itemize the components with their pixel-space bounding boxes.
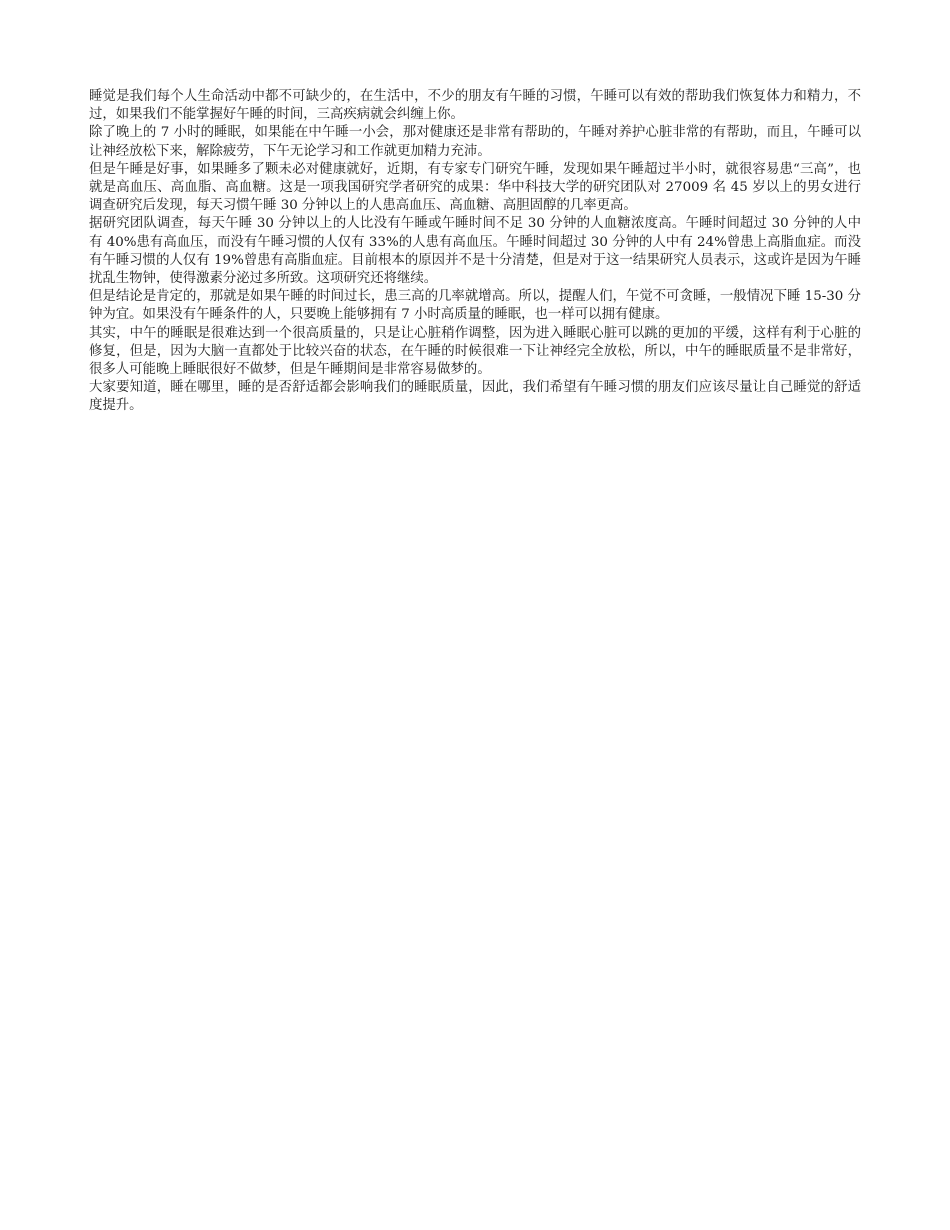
paragraph-conclusion: 但是结论是肯定的，那就是如果午睡的时间过长，患三高的几率就增高。所以，提醒人们，午觉不可贪睡，一般情况下睡 15-30 分钟为宜。如果没有午睡条件的人，只要晚上能够拥有 7 小时高质量的睡眠，也一样可以拥有健康。 <box>89 289 861 323</box>
paragraph-statistics: 据研究团队调查，每天午睡 30 分钟以上的人比没有午睡或午睡时间不足 30 分钟的人血糖浓度高。午睡时间超过 30 分钟的人中有 40%患有高血压，而没有午睡习惯的人仅有 33%的人患有高血压。午睡时间超过 30 分钟的人中有 24%曾患上高脂血症。而没有午睡习惯的人仅有 19%曾患有高脂血症。目前根本的原因并不是十分清楚，但是对于这一结果研究人员表示，这或许是因为午睡扰乱生物钟，使得激素分泌过多所致。这项研究还将继续。 <box>89 216 861 287</box>
document-body <box>89 88 861 416</box>
paragraph-intro: 睡觉是我们每个人生命活动中都不可缺少的，在生活中，不少的朋友有午睡的习惯，午睡可以有效的帮助我们恢复体力和精力，不过，如果我们不能掌握好午睡的时间，三高疾病就会纠缠上你。 <box>89 89 861 123</box>
paragraph-benefits: 除了晚上的 7 小时的睡眠，如果能在中午睡一小会，那对健康还是非常有帮助的，午睡对养护心脏非常的有帮助，而且，午睡可以让神经放松下来，解除疲劳，下午无论学习和工作就更加精力充沛。 <box>89 125 861 159</box>
paragraph-risk-study: 但是午睡是好事，如果睡多了颗未必对健康就好，近期，有专家专门研究午睡，发现如果午睡超过半小时，就很容易患“三高”，也就是高血压、高血脂、高血糖。这是一项我国研究学者研究的成果：华中科技大学的研究团队对 27009 名 45 岁以上的男女进行调查研究后发现，每天习惯午睡 30 分钟以上的人患高血压、高血糖、高胆固醇的几率更高。 <box>89 161 861 214</box>
paragraph-comfort: 大家要知道，睡在哪里，睡的是否舒适都会影响我们的睡眠质量，因此，我们希望有午睡习惯的朋友们应该尽量让自己睡觉的舒适度提升。 <box>89 380 861 414</box>
paragraph-sleep-quality: 其实，中午的睡眠是很难达到一个很高质量的，只是让心脏稍作调整，因为进入睡眠心脏可以跳的更加的平缓，这样有利于心脏的修复，但是，因为大脑一直都处于比较兴奋的状态，在午睡的时候很难一下让神经完全放松，所以，中午的睡眠质量不是非常好，很多人可能晚上睡眠很好不做梦，但是午睡期间是非常容易做梦的。 <box>89 325 861 378</box>
